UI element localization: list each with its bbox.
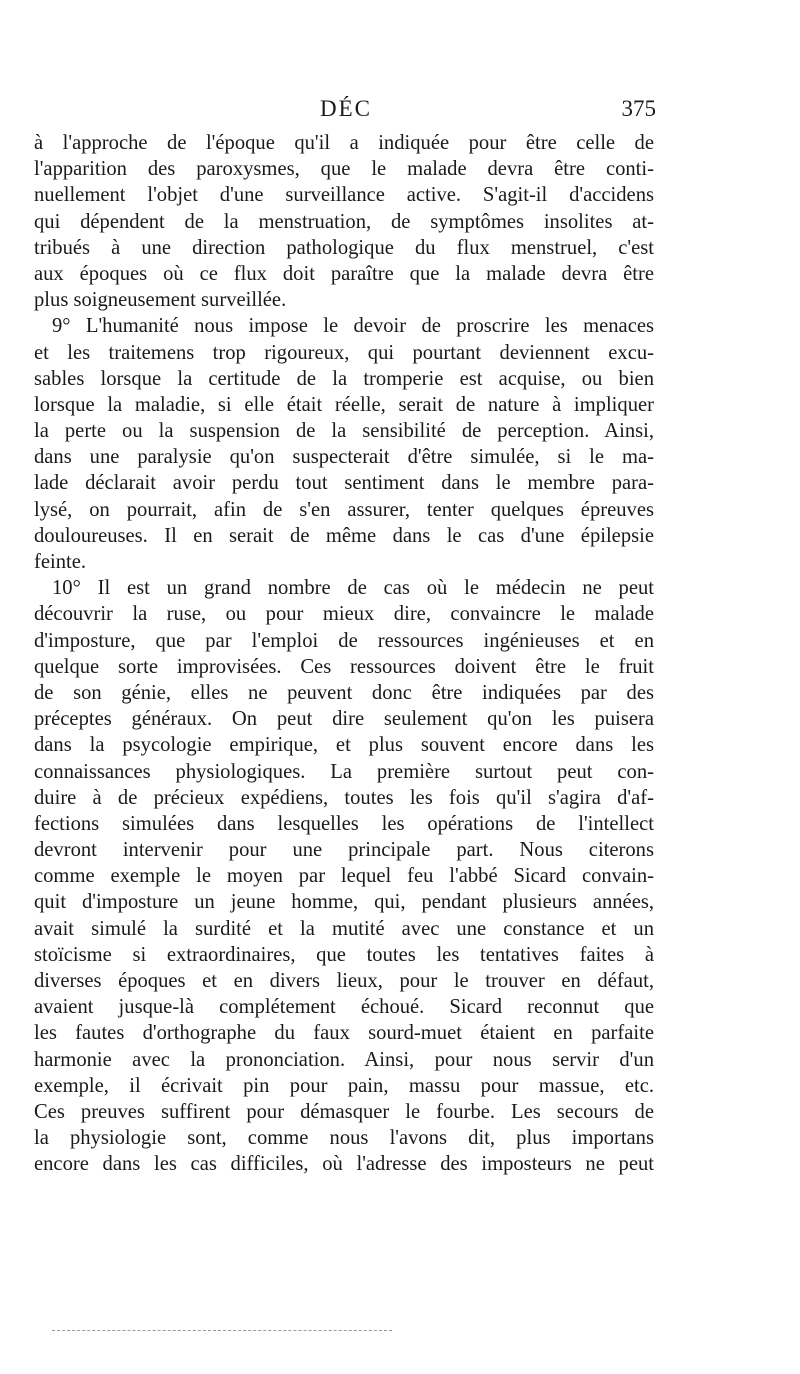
text-line: sables lorsque la certitude de la tromperie est acquise, ou bien [34, 367, 654, 390]
text-line: de son génie, elles ne peuvent donc être indiquées par des [34, 681, 654, 704]
text-line: avait simulé la surdité et la mutité avec une constance et un [34, 917, 654, 940]
footer-divider [52, 1330, 392, 1331]
text-line: exemple, il écrivait pin pour pain, massu pour massue, etc. [34, 1074, 654, 1097]
text-line: dans la psycologie empirique, et plus souvent encore dans les [34, 734, 654, 757]
text-line: fections simulées dans lesquelles les opérations de l'intellect [34, 812, 654, 835]
text-line: Ces preuves suffirent pour démasquer le fourbe. Les secours de [34, 1100, 654, 1123]
text-line: feinte. [34, 551, 87, 573]
text-line: et les traitemens trop rigoureux, qui pourtant deviennent excu- [34, 341, 654, 364]
body-text [34, 130, 654, 1178]
text-line: la physiologie sont, comme nous l'avons dit, plus importans [34, 1127, 654, 1150]
text-line: duire à de précieux expédiens, toutes les fois qu'il s'agira d'af- [34, 786, 654, 809]
text-line: nuellement l'objet d'une surveillance active. S'agit-il d'accidens [34, 184, 654, 207]
text-line: harmonie avec la prononciation. Ainsi, pour nous servir d'un [34, 1048, 654, 1071]
text-line: préceptes généraux. On peut dire seulement qu'on les puisera [34, 708, 654, 731]
page-number: 375 [621, 96, 656, 121]
text-line: découvrir la ruse, ou pour mieux dire, convaincre le malade [34, 603, 654, 626]
text-line: l'apparition des paroxysmes, que le malade devra être conti- [34, 158, 654, 181]
text-line: aux époques où ce flux doit paraître que la malade devra être [34, 262, 654, 285]
running-head: DÉC [320, 96, 372, 121]
text-line: dans une paralysie qu'on suspecterait d'être simulée, si le ma- [34, 446, 654, 469]
text-line: tribués à une direction pathologique du flux menstruel, c'est [34, 236, 654, 259]
text-line: encore dans les cas difficiles, où l'adresse des imposteurs ne peut [34, 1153, 654, 1176]
text-line: lade déclarait avoir perdu tout sentiment dans le membre para- [34, 472, 654, 495]
text-line: stoïcisme si extraordinaires, que toutes les tentatives faites à [34, 943, 654, 966]
text-line: les fautes d'orthographe du faux sourd-muet étaient en parfaite [34, 1022, 654, 1045]
text-line: lorsque la maladie, si elle était réelle, serait de nature à impliquer [34, 393, 654, 416]
text-line: lysé, on pourrait, afin de s'en assurer, tenter quelques épreuves [34, 498, 654, 521]
text-line: la perte ou la suspension de la sensibilité de perception. Ainsi, [34, 420, 654, 443]
text-line: comme exemple le moyen par lequel feu l'abbé Sicard convain- [34, 865, 654, 888]
text-line: diverses époques et en divers lieux, pour le trouver en défaut, [34, 970, 654, 992]
text-line: qui dépendent de la menstruation, de symptômes insolites at- [34, 210, 654, 233]
text-line: avaient jusque-là complétement échoué. Sicard reconnut que [34, 996, 654, 1019]
text-line: à l'approche de l'époque qu'il a indiquée pour être celle de [34, 132, 654, 154]
text-line: d'imposture, que par l'emploi de ressources ingénieuses et en [34, 629, 654, 652]
paragraph-start-line: 9° L'humanité nous impose le devoir de proscrire les menaces [52, 315, 654, 338]
text-line: plus soigneusement surveillée. [34, 289, 287, 312]
paragraph-start-line: 10° Il est un grand nombre de cas où le médecin ne peut [52, 577, 654, 600]
text-line: connaissances physiologiques. La première surtout peut con- [34, 760, 654, 783]
text-line: quelque sorte improvisées. Ces ressources doivent être le fruit [34, 655, 654, 678]
text-line: quit d'imposture un jeune homme, qui, pendant plusieurs années, [34, 891, 654, 914]
text-line: devront intervenir pour une principale part. Nous citerons [34, 839, 654, 862]
text-line: douloureuses. Il en serait de même dans le cas d'une épilepsie [34, 524, 654, 547]
